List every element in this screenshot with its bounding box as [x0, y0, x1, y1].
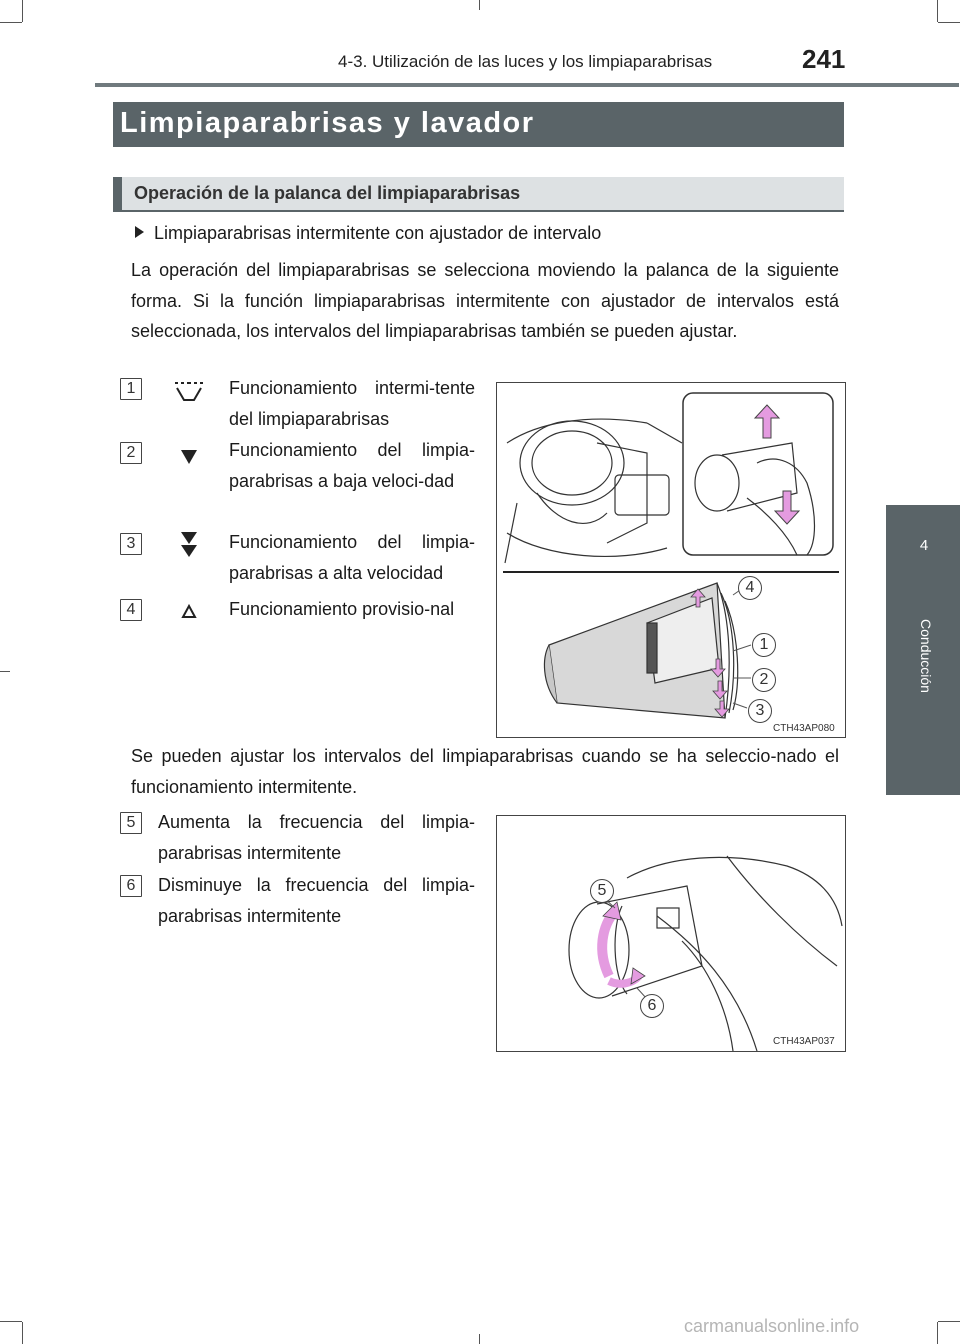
watermark: carmanualsonline.info	[684, 1316, 860, 1336]
crop-mark	[0, 22, 22, 23]
callout-4: 4	[738, 576, 762, 600]
interval-adjust-figure	[496, 815, 846, 1052]
bullet-text: Limpiaparabrisas intermitente con ajustador de intervalo	[154, 223, 602, 243]
crop-mark	[22, 0, 23, 22]
crop-mark	[479, 1334, 480, 1344]
callout-6: 6	[640, 994, 664, 1018]
item-text: Disminuye la frecuencia del limpia-parabrisas intermitente	[158, 875, 475, 926]
bullet-heading	[135, 223, 601, 244]
wiper-lever-figure	[496, 382, 846, 738]
item-text: Funcionamiento del limpia-parabrisas a alta velocidad	[229, 532, 475, 583]
item-number: 3	[120, 533, 142, 555]
interval-ring-illustration	[497, 816, 845, 1051]
item-text: Funcionamiento intermi-tente del limpiaparabrisas	[229, 378, 475, 429]
item-number: 5	[120, 812, 142, 834]
item-number: 1	[120, 378, 142, 400]
subtitle-accent	[113, 177, 122, 212]
item-text: Aumenta la frecuencia del limpia-parabrisas intermitente	[158, 812, 475, 863]
item-number: 2	[120, 442, 142, 464]
triangle-bullet-icon	[135, 226, 144, 238]
title-bar	[113, 102, 844, 147]
section-header: 4-3. Utilización de las luces y los limpiaparabrisas	[338, 52, 713, 71]
high-speed-double-triangle-icon	[172, 530, 206, 560]
crop-mark	[0, 1321, 22, 1322]
crop-mark	[0, 671, 10, 672]
item-number: 6	[120, 875, 142, 897]
interval-paragraph: Se pueden ajustar los intervalos del limpiaparabrisas cuando se ha seleccio-nado el funcionamiento intermitente.	[131, 746, 839, 797]
chapter-number: 4	[919, 537, 929, 554]
chapter-label-wrap	[918, 600, 932, 710]
figure-code: CTH43AP080	[773, 723, 835, 734]
crop-mark	[938, 22, 960, 23]
subtitle: Operación de la palanca del limpiaparabrisas	[134, 183, 521, 203]
wiper-lever-illustration	[497, 383, 845, 737]
item-number: 4	[120, 599, 142, 621]
low-speed-triangle-icon	[172, 442, 206, 472]
crop-mark	[479, 0, 480, 10]
item-text: Funcionamiento del limpia-parabrisas a baja veloci-dad	[229, 440, 475, 491]
subtitle-bar	[113, 177, 844, 212]
intro-paragraph: La operación del limpiaparabrisas se selecciona moviendo la palanca de la siguiente forma. Si la función limpiaparabrisas intermitente con ajustador de intervalos está seleccionada, los intervalos del limpiaparabrisas también se pueden ajustar.	[131, 260, 839, 341]
callout-3: 3	[748, 699, 772, 723]
mist-triangle-icon	[172, 595, 206, 625]
header-rule	[95, 83, 959, 87]
crop-mark	[22, 1322, 23, 1344]
item-text: Funcionamiento provisio-nal	[229, 599, 455, 619]
callout-2: 2	[752, 668, 776, 692]
page-number: 241	[802, 44, 846, 74]
crop-mark	[938, 1321, 960, 1322]
callout-5: 5	[590, 879, 614, 903]
callout-1: 1	[752, 633, 776, 657]
figure-code: CTH43AP037	[773, 1036, 835, 1047]
page-title: Limpiaparabrisas y lavador	[120, 107, 535, 139]
crop-mark	[937, 1322, 938, 1344]
crop-mark	[937, 0, 938, 22]
chapter-label: Conducción	[918, 619, 934, 693]
intermittent-wiper-icon	[172, 378, 206, 408]
